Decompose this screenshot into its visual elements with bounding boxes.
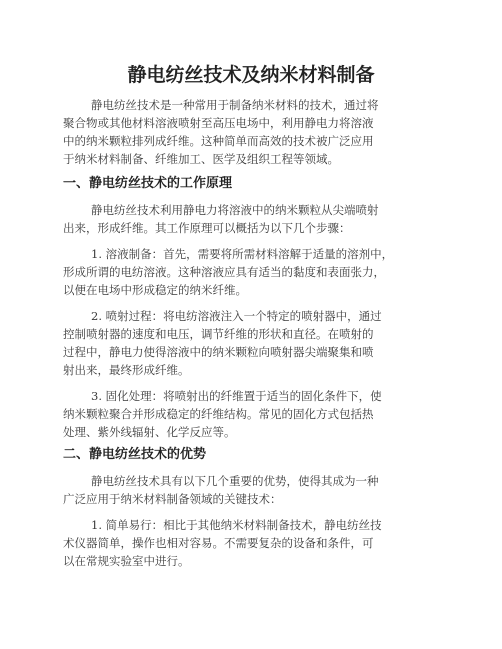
intro-line-3: 中的纳米颗粒排列成纤维。这种简单而高效的技术被广泛应用 [63, 134, 374, 148]
step-1-line-2: 形成所谓的电纺溶液。这种溶液应具有适当的黏度和表面张力， [63, 265, 385, 279]
step-2-line-1: 2. 喷射过程：将电纺溶液注入一个特定的喷射器中，通过 [91, 309, 382, 323]
intro-line-4: 于纳米材料制备、纤维加工、医学及组织工程等领域。 [63, 152, 339, 166]
step-3-line-3: 处理、紫外线辐射、化学反应等。 [63, 425, 236, 439]
point-1-line-1: 1. 简单易行：相比于其他纳米材料制备技术，静电纺丝技 [91, 518, 382, 532]
step-2-line-4: 射出来，最终形成纤维。 [63, 363, 190, 377]
step-2-line-3: 过程中，静电力使得溶液中的纳米颗粒向喷射器尖端聚集和喷 [63, 345, 374, 359]
step-1-line-3: 以便在电场中形成稳定的纳米纤维。 [63, 283, 247, 297]
step-1-line-1: 1. 溶液制备：首先，需要将所需材料溶解于适量的溶剂中， [91, 247, 394, 261]
point-1-line-2: 术仪器简单，操作也相对容易。不需要复杂的设备和条件，可 [63, 536, 374, 550]
step-2-line-2: 控制喷射器的速度和电压，调节纤维的形状和直径。在喷射的 [63, 327, 374, 341]
section-2-intro-line-2: 广泛应用于纳米材料制备领域的关键技术： [63, 492, 282, 506]
step-3-line-1: 3. 固化处理：将喷射出的纤维置于适当的固化条件下，使 [91, 389, 382, 403]
section-1-heading: 一、静电纺丝技术的工作原理 [63, 176, 233, 191]
point-1-line-3: 以在常规实验室中进行。 [63, 554, 190, 568]
section-2-heading: 二、静电纺丝技术的优势 [63, 447, 207, 462]
intro-line-2: 聚合物或其他材料溶液喷射至高压电场中，利用静电力将溶液 [63, 116, 374, 130]
step-3-line-2: 纳米颗粒聚合并形成稳定的纤维结构。常见的固化方式包括热 [63, 407, 374, 421]
intro-line-1: 静电纺丝技术是一种常用于制备纳米材料的技术，通过将 [91, 98, 379, 112]
section-1-intro-line-1: 静电纺丝技术利用静电力将溶液中的纳米颗粒从尖端喷射 [91, 203, 379, 217]
section-1-intro-line-2: 出来，形成纤维。其工作原理可以概括为以下几个步骤： [63, 221, 351, 235]
document-title: 静电纺丝技术及纳米材料制备 [127, 64, 375, 86]
section-2-intro-line-1: 静电纺丝技术具有以下几个重要的优势，使得其成为一种 [91, 474, 379, 488]
